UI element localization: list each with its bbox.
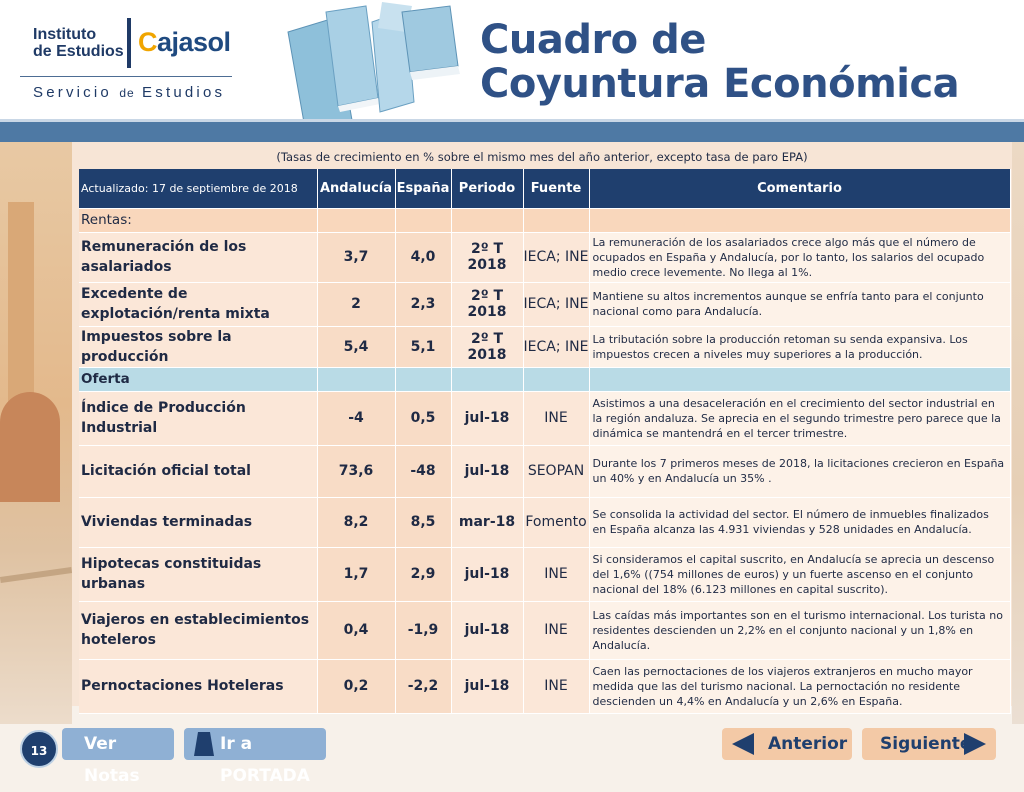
col-espana: España bbox=[395, 169, 451, 208]
fuente-value: INE bbox=[523, 391, 589, 445]
arrow-right-icon bbox=[964, 733, 986, 755]
indicator-name: Impuestos sobre la producción bbox=[79, 326, 317, 367]
value-espana: 0,5 bbox=[395, 391, 451, 445]
comentario-text: Caen las pernoctaciones de los viajeros extranjeros en mucho mayor medida que las del turismo nacional. La pernoctación no residente descienden un 4,4% en Andalucía y un 2,6% en España. bbox=[589, 659, 1010, 713]
section-rentas-label: Rentas: bbox=[79, 208, 317, 232]
arrow-left-icon bbox=[732, 733, 754, 755]
fuente-value: IECA; INE bbox=[523, 326, 589, 367]
anterior-button[interactable] bbox=[722, 728, 852, 760]
table-row bbox=[79, 659, 1010, 713]
periodo-value: 2º T 2018 bbox=[451, 326, 523, 367]
comentario-text: Las caídas más importantes son en el turismo internacional. Los turista no residentes descienden un 2,2% en el conjunto nacional y un 1,8% en Andalucía. bbox=[589, 601, 1010, 659]
fuente-value: SEOPAN bbox=[523, 445, 589, 497]
table-header-row bbox=[79, 169, 1010, 208]
table-panel bbox=[72, 142, 1012, 706]
ver-notas-label: Ver Notas bbox=[84, 734, 140, 786]
ver-notas-button[interactable] bbox=[62, 728, 174, 786]
navigation-footer bbox=[0, 724, 1024, 786]
value-espana: 8,5 bbox=[395, 497, 451, 547]
value-andalucia: -4 bbox=[317, 391, 395, 445]
photo-rail bbox=[0, 567, 72, 583]
servicio-text-c: Estudios bbox=[134, 84, 226, 101]
periodo-value: jul-18 bbox=[451, 659, 523, 713]
table-row bbox=[79, 326, 1010, 367]
ir-portada-button[interactable] bbox=[184, 728, 326, 786]
section-rentas bbox=[79, 208, 1010, 232]
cajasol-logo bbox=[138, 27, 231, 58]
comentario-text: Si consideramos el capital suscrito, en Andalucía se aprecia un descenso del 1,6% ((754 millones de euros) y un fuerte ascenso en el conjunto nacional del 18% (6.123 millones en capital suscrito). bbox=[589, 547, 1010, 601]
comentario-text: Se consolida la actividad del sector. El número de inmuebles finalizados en España alcanza las 4.931 viviendas y 528 unidades en Andalucía. bbox=[589, 497, 1010, 547]
anterior-label: Anterior bbox=[768, 734, 848, 754]
economic-indicators-table bbox=[79, 169, 1011, 714]
indicator-name: Remuneración de los asalariados bbox=[79, 232, 317, 282]
background-photo-right bbox=[1012, 142, 1024, 724]
value-espana: 5,1 bbox=[395, 326, 451, 367]
col-periodo: Periodo bbox=[451, 169, 523, 208]
indicator-name: Excedente de explotación/renta mixta bbox=[79, 282, 317, 326]
indicator-name: Viajeros en establecimientos hoteleros bbox=[79, 601, 317, 659]
value-espana: 2,9 bbox=[395, 547, 451, 601]
indicator-name: Pernoctaciones Hoteleras bbox=[79, 659, 317, 713]
col-comentario: Comentario bbox=[589, 169, 1010, 208]
periodo-value: jul-18 bbox=[451, 391, 523, 445]
indicator-name: Índice de Producción Industrial bbox=[79, 391, 317, 445]
title-line2: Coyuntura Económica bbox=[480, 61, 960, 107]
cajasol-logo-accent: C bbox=[138, 27, 157, 57]
updated-date: Actualizado: 17 de septiembre de 2018 bbox=[79, 169, 317, 208]
table-subtitle: (Tasas de crecimiento en % sobre el mismo mes del año anterior, excepto tasa de paro EPA) bbox=[276, 150, 808, 164]
table-row bbox=[79, 282, 1010, 326]
logo-instituto-line2: de Estudios bbox=[33, 43, 124, 60]
col-fuente: Fuente bbox=[523, 169, 589, 208]
value-espana: -2,2 bbox=[395, 659, 451, 713]
slide-header bbox=[0, 0, 1024, 122]
indicator-name: Hipotecas constituidas urbanas bbox=[79, 547, 317, 601]
fuente-value: INE bbox=[523, 601, 589, 659]
value-andalucia: 2 bbox=[317, 282, 395, 326]
value-andalucia: 1,7 bbox=[317, 547, 395, 601]
value-andalucia: 73,6 bbox=[317, 445, 395, 497]
indicator-name: Licitación oficial total bbox=[79, 445, 317, 497]
comentario-text: Asistimos a una desaceleración en el crecimiento del sector industrial en la región andaluza. Se aprecia en el segundo trimestre pero parece que la dinámica se mantendrá en el tercer trimestre. bbox=[589, 391, 1010, 445]
cajasol-logo-rest: ajasol bbox=[157, 27, 231, 57]
comentario-text: La remuneración de los asalariados crece algo más que el número de ocupados en España y Andalucía, por lo tanto, los salarios del ocupado medio crece levemente. No llega al 1%. bbox=[589, 232, 1010, 282]
section-oferta bbox=[79, 367, 1010, 391]
periodo-value: jul-18 bbox=[451, 547, 523, 601]
table-row bbox=[79, 445, 1010, 497]
value-andalucia: 3,7 bbox=[317, 232, 395, 282]
periodo-value: jul-18 bbox=[451, 445, 523, 497]
siguiente-button[interactable] bbox=[862, 728, 996, 760]
ir-portada-label: Ir a PORTADA bbox=[220, 734, 310, 786]
background-photo bbox=[0, 142, 72, 724]
value-espana: -1,9 bbox=[395, 601, 451, 659]
fuente-value: IECA; INE bbox=[523, 282, 589, 326]
col-andalucia: Andalucía bbox=[317, 169, 395, 208]
servicio-de-estudios bbox=[33, 84, 225, 101]
section-oferta-label: Oferta bbox=[79, 367, 317, 391]
comentario-text: La tributación sobre la producción retoman su senda expansiva. Los impuestos crecen a niveles muy superiores a la producción. bbox=[589, 326, 1010, 367]
photo-arch bbox=[0, 392, 60, 502]
periodo-value: jul-18 bbox=[451, 601, 523, 659]
value-andalucia: 8,2 bbox=[317, 497, 395, 547]
page-title bbox=[480, 18, 959, 106]
logo-underline bbox=[20, 76, 232, 77]
periodo-value: 2º T 2018 bbox=[451, 282, 523, 326]
fuente-value: INE bbox=[523, 659, 589, 713]
periodo-value: mar-18 bbox=[451, 497, 523, 547]
value-andalucia: 5,4 bbox=[317, 326, 395, 367]
fuente-value: INE bbox=[523, 547, 589, 601]
servicio-text-b: de bbox=[119, 86, 135, 100]
document-icon bbox=[194, 732, 214, 756]
periodo-value: 2º T 2018 bbox=[451, 232, 523, 282]
page-number-badge: 13 bbox=[20, 730, 58, 768]
comentario-text: Durante los 7 primeros meses de 2018, la licitaciones crecieron en España un 40% y en Andalucía un 35% . bbox=[589, 445, 1010, 497]
logo-divider bbox=[127, 18, 131, 68]
books-illustration bbox=[282, 2, 472, 138]
value-espana: -48 bbox=[395, 445, 451, 497]
value-andalucia: 0,2 bbox=[317, 659, 395, 713]
table-row bbox=[79, 232, 1010, 282]
logo-instituto-line1: Instituto bbox=[33, 26, 97, 43]
fuente-value: Fomento bbox=[523, 497, 589, 547]
comentario-text: Mantiene su altos incrementos aunque se enfría tanto para el conjunto nacional como para Andalucía. bbox=[589, 282, 1010, 326]
table-row bbox=[79, 601, 1010, 659]
servicio-text-a: Servicio bbox=[33, 84, 120, 101]
siguiente-label: Siguiente bbox=[880, 734, 972, 754]
value-espana: 2,3 bbox=[395, 282, 451, 326]
value-espana: 4,0 bbox=[395, 232, 451, 282]
table-row bbox=[79, 497, 1010, 547]
indicator-name: Viviendas terminadas bbox=[79, 497, 317, 547]
header-band bbox=[0, 122, 1024, 142]
value-andalucia: 0,4 bbox=[317, 601, 395, 659]
table-row bbox=[79, 547, 1010, 601]
instituto-logo bbox=[33, 26, 124, 60]
title-line1: Cuadro de bbox=[480, 17, 706, 63]
fuente-value: IECA; INE bbox=[523, 232, 589, 282]
table-row bbox=[79, 391, 1010, 445]
